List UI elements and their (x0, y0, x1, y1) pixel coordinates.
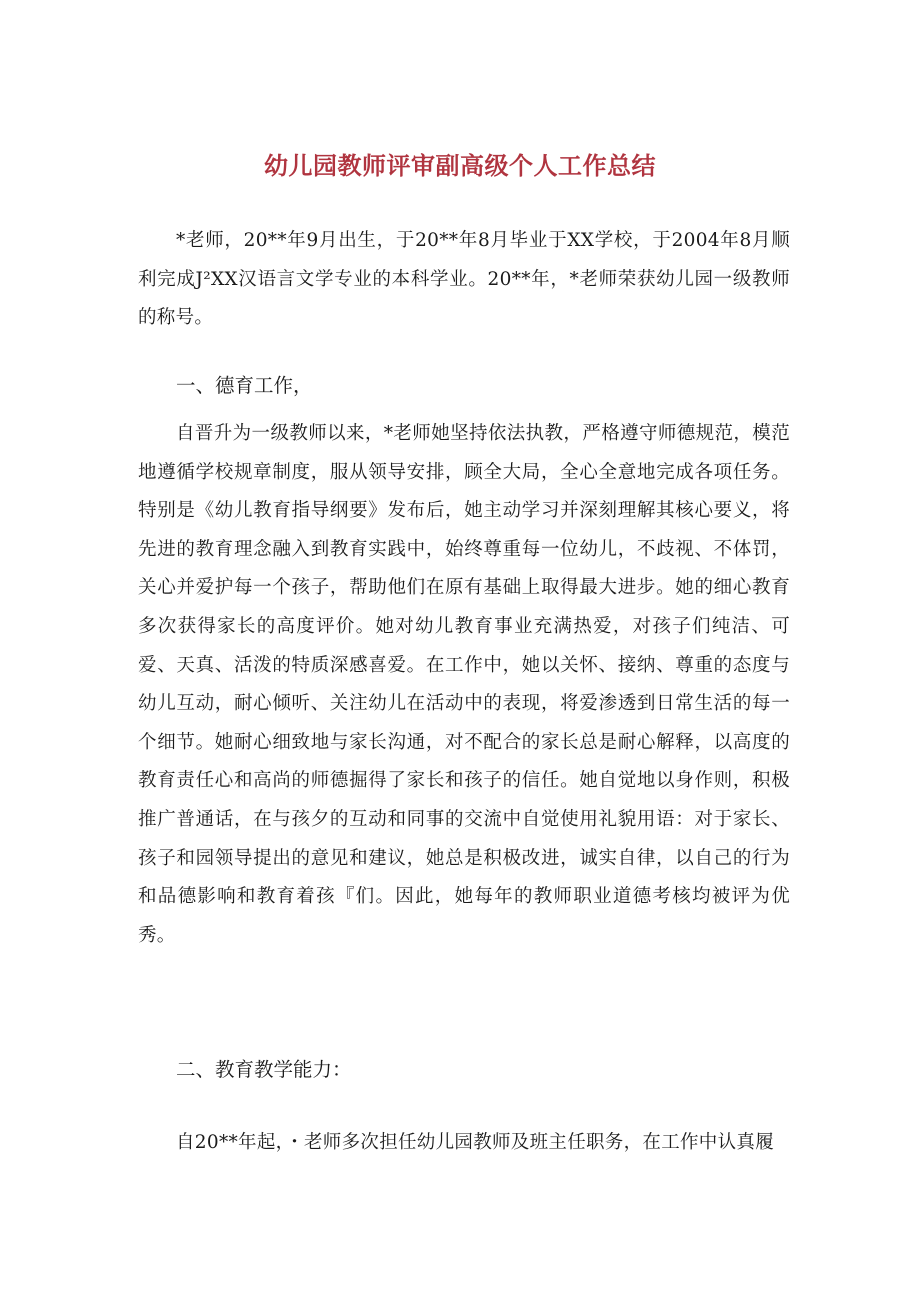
moral-education-paragraph: 自晋升为一级教师以来，*老师她坚持依法执教，严格遵守师德规范，模范地遵循学校规章制度，服从领导安排，顾全大局，全心全意地完成各项任务。特别是《幼儿教育指导纲要》发布后，她主动学习并深刻理解其核心要义，将先进的教育理念融入到教育实践中，始终尊重每一位幼儿，不歧视、不体罚，关心并爱护每一个孩子，帮助他们在原有基础上取得最大进步。她的细心教育多次获得家长的高度评价。她对幼儿教育事业充满热爱，对孩子们纯洁、可爱、天真、活泼的特质深感喜爱。在工作中，她以关怀、接纳、尊重的态度与幼儿互动，耐心倾听、关注幼儿在活动中的表现，将爱渗透到日常生活的每一个细节。她耐心细致地与家长沟通，对不配合的家长总是耐心解释，以高度的教育责任心和高尚的师德掘得了家长和孩子的信任。她自觉地以身作则，积极推广普通话，在与孩夕的互动和同事的交流中自觉使用礼貌用语：对于家长、孩子和园领导提出的意见和建议，她总是积极改进，诚实自律，以自己的行为和品德影响和教育着孩『们。因此，她每年的教师职业道德考核均被评为优秀。 (138, 423, 790, 946)
section-heading-teaching-ability: 二、教育教学能力： (176, 1058, 352, 1081)
teaching-ability-paragraph: 自20**年起，・老师多次担任幼儿园教师及班主任职务，在工作中认真履 (176, 1132, 774, 1153)
intro-paragraph: *老师，20**年9月出生，于20**年8月毕业于XX学校，于2004年8月顺利完成J²XX汉语言文学专业的本科学业。20**年，*老师荣获幼儿园一级教师的称号。 (138, 230, 790, 329)
document-title: 幼儿园教师评审副高级个人工作总结 (264, 152, 656, 180)
section-heading-moral-education: 一、德育工作， (176, 374, 313, 397)
